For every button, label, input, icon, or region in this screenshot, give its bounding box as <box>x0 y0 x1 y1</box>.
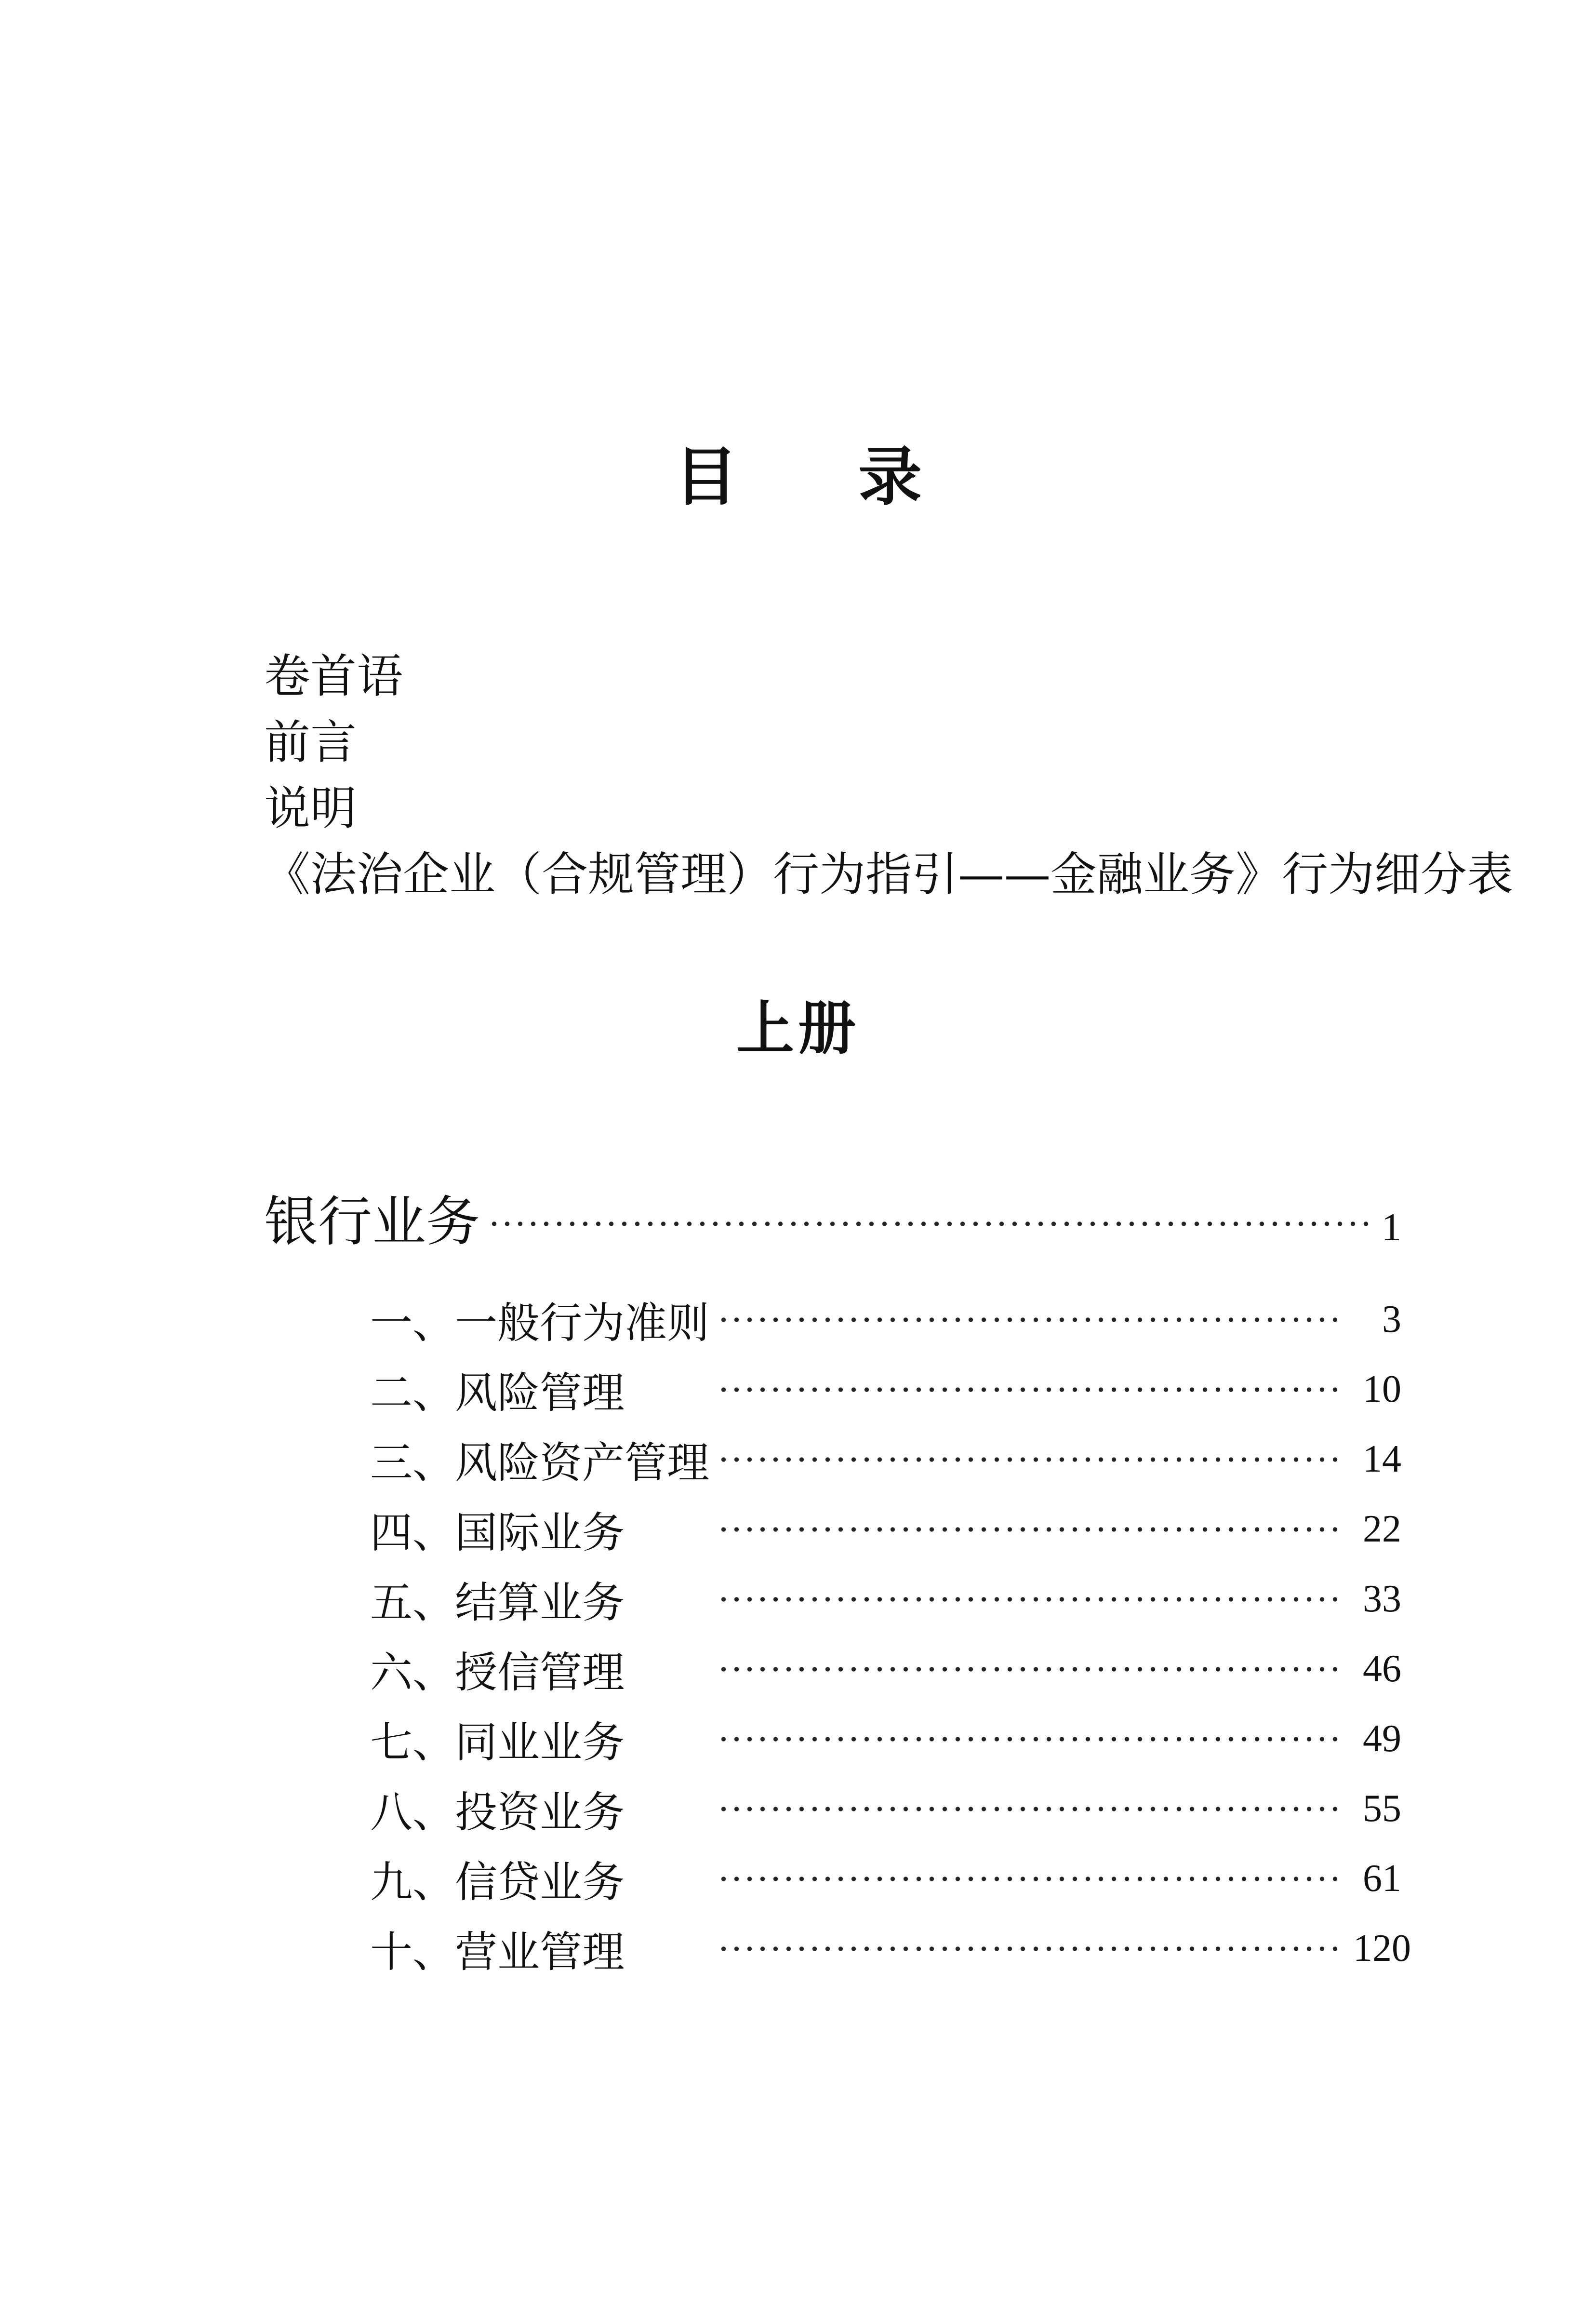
chapter-page-number: 14 <box>1363 1438 1401 1480</box>
chapter-label: 二、风险管理 <box>370 1368 625 1418</box>
chapter-label: 七、同业业务 <box>370 1717 625 1767</box>
toc-chapter-entry[interactable] <box>370 1774 1401 1844</box>
toc-chapter-entry[interactable] <box>370 1494 1401 1564</box>
chapter-page-number: 22 <box>1363 1508 1401 1550</box>
chapter-label: 十、营业管理 <box>370 1927 625 1977</box>
page-title-char-left: 目 <box>674 440 738 514</box>
dot-leader <box>717 1525 1344 1534</box>
chapter-label: 一、一般行为准则 <box>370 1298 710 1348</box>
dot-leader <box>717 1944 1344 1954</box>
chapter-page-number: 55 <box>1363 1787 1401 1830</box>
dot-leader <box>488 1219 1374 1229</box>
toc-chapter-entry[interactable] <box>370 1914 1411 1984</box>
chapter-label: 三、风险资产管理 <box>370 1437 710 1488</box>
toc-chapter-entry[interactable] <box>370 1354 1401 1424</box>
chapter-page-number: 61 <box>1363 1857 1401 1900</box>
chapter-page-number: 46 <box>1363 1648 1401 1690</box>
dot-leader <box>717 1874 1344 1884</box>
toc-chapter-entry[interactable] <box>370 1285 1401 1354</box>
section-page-number: 1 <box>1382 1205 1401 1249</box>
dot-leader <box>717 1455 1344 1464</box>
front-matter-list <box>264 644 1513 908</box>
dot-leader <box>717 1664 1344 1674</box>
chapter-label: 八、投资业务 <box>370 1787 625 1837</box>
toc-chapter-entry[interactable] <box>370 1704 1401 1774</box>
chapter-page-number: 3 <box>1382 1298 1401 1341</box>
section-label: 银行业务 <box>264 1191 480 1253</box>
toc-chapter-entry[interactable] <box>370 1844 1401 1914</box>
front-matter-item[interactable]: 《法治企业（合规管理）行为指引——金融业务》行为细分表 <box>264 847 1513 901</box>
chapter-label: 四、国际业务 <box>370 1507 625 1557</box>
chapter-page-number: 120 <box>1353 1927 1411 1970</box>
chapter-page-number: 49 <box>1363 1717 1401 1760</box>
toc-section-entry[interactable] <box>264 1179 1401 1251</box>
chapter-page-number: 33 <box>1363 1578 1401 1620</box>
front-matter-item[interactable]: 卷首语 <box>264 649 403 703</box>
page-title-char-right: 录 <box>858 440 922 514</box>
toc-chapter-entry[interactable] <box>370 1564 1401 1634</box>
chapter-page-number: 10 <box>1363 1368 1401 1410</box>
toc-chapter-entry[interactable] <box>370 1424 1401 1494</box>
chapter-list <box>370 1285 1411 1984</box>
dot-leader <box>717 1315 1344 1325</box>
volume-title: 上册 <box>736 995 860 1062</box>
dot-leader <box>717 1595 1344 1604</box>
page-title <box>0 434 1596 521</box>
dot-leader <box>717 1385 1344 1394</box>
chapter-label: 九、信贷业务 <box>370 1857 625 1907</box>
chapter-label: 六、授信管理 <box>370 1647 625 1697</box>
dot-leader <box>717 1804 1344 1814</box>
toc-chapter-entry[interactable] <box>370 1634 1401 1704</box>
dot-leader <box>717 1734 1344 1744</box>
chapter-label: 五、结算业务 <box>370 1577 625 1627</box>
front-matter-item[interactable]: 说明 <box>264 781 357 835</box>
front-matter-item[interactable]: 前言 <box>264 715 357 769</box>
